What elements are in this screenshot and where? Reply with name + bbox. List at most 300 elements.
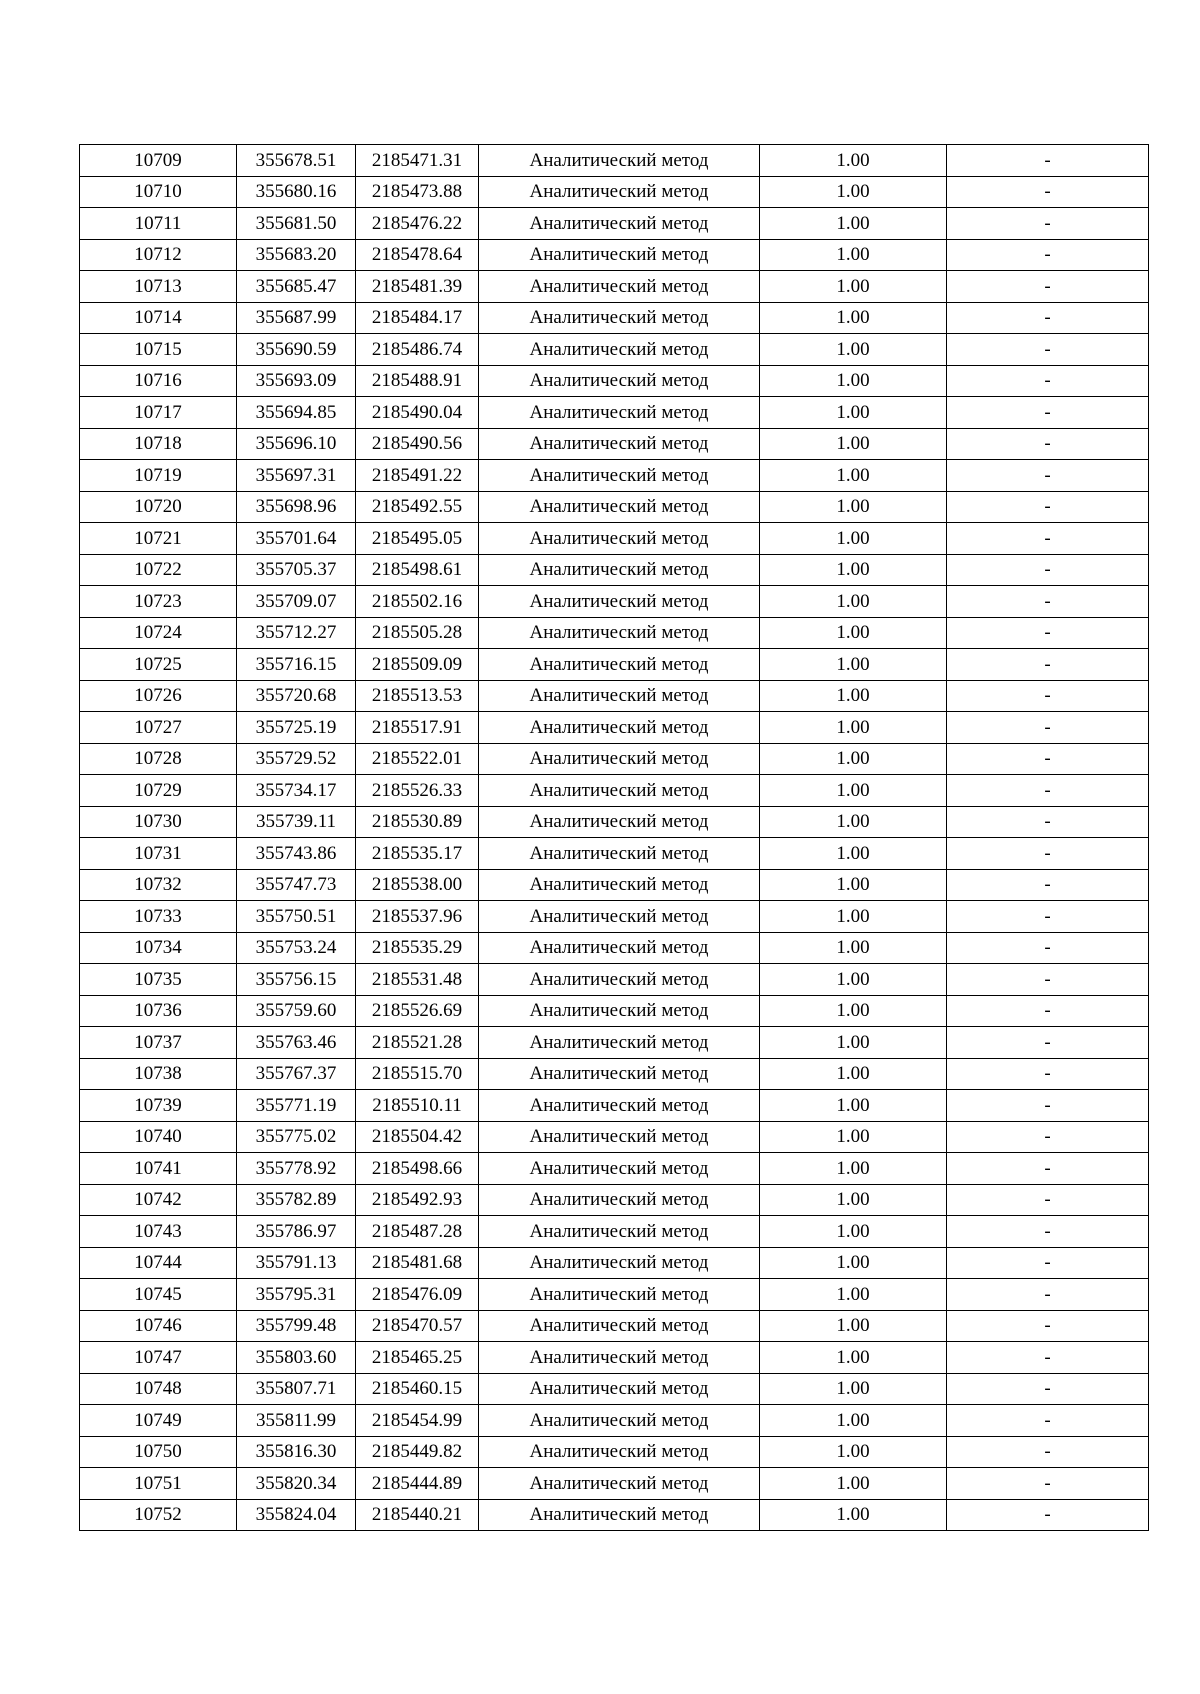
method-cell: Аналитический метод — [479, 995, 760, 1027]
method-cell: Аналитический метод — [479, 869, 760, 901]
x-coordinate-cell: 355786.97 — [237, 1216, 356, 1248]
description-cell: - — [947, 712, 1149, 744]
table-row — [80, 1436, 1149, 1468]
accuracy-cell: 1.00 — [760, 617, 947, 649]
accuracy-cell: 1.00 — [760, 838, 947, 870]
accuracy-cell: 1.00 — [760, 1373, 947, 1405]
x-coordinate-cell: 355767.37 — [237, 1058, 356, 1090]
table-row — [80, 1468, 1149, 1500]
method-cell: Аналитический метод — [479, 554, 760, 586]
y-coordinate-cell: 2185478.64 — [356, 239, 479, 271]
method-cell: Аналитический метод — [479, 365, 760, 397]
description-cell: - — [947, 1279, 1149, 1311]
method-cell: Аналитический метод — [479, 523, 760, 555]
point-number-cell: 10726 — [80, 680, 237, 712]
table-row — [80, 869, 1149, 901]
method-cell: Аналитический метод — [479, 806, 760, 838]
method-cell: Аналитический метод — [479, 1058, 760, 1090]
table-row — [80, 1247, 1149, 1279]
point-number-cell: 10730 — [80, 806, 237, 838]
method-cell: Аналитический метод — [479, 302, 760, 334]
table-row — [80, 176, 1149, 208]
accuracy-cell: 1.00 — [760, 208, 947, 240]
x-coordinate-cell: 355782.89 — [237, 1184, 356, 1216]
method-cell: Аналитический метод — [479, 1342, 760, 1374]
y-coordinate-cell: 2185505.28 — [356, 617, 479, 649]
method-cell: Аналитический метод — [479, 491, 760, 523]
accuracy-cell: 1.00 — [760, 1090, 947, 1122]
description-cell: - — [947, 176, 1149, 208]
table-row — [80, 1310, 1149, 1342]
table-row — [80, 271, 1149, 303]
x-coordinate-cell: 355720.68 — [237, 680, 356, 712]
y-coordinate-cell: 2185498.61 — [356, 554, 479, 586]
point-number-cell: 10750 — [80, 1436, 237, 1468]
table-row — [80, 145, 1149, 177]
accuracy-cell: 1.00 — [760, 806, 947, 838]
coordinates-table — [79, 144, 1149, 1531]
method-cell: Аналитический метод — [479, 1090, 760, 1122]
table-row — [80, 806, 1149, 838]
point-number-cell: 10735 — [80, 964, 237, 996]
method-cell: Аналитический метод — [479, 1373, 760, 1405]
point-number-cell: 10752 — [80, 1499, 237, 1531]
point-number-cell: 10712 — [80, 239, 237, 271]
y-coordinate-cell: 2185486.74 — [356, 334, 479, 366]
x-coordinate-cell: 355795.31 — [237, 1279, 356, 1311]
x-coordinate-cell: 355716.15 — [237, 649, 356, 681]
table-row — [80, 680, 1149, 712]
point-number-cell: 10746 — [80, 1310, 237, 1342]
point-number-cell: 10737 — [80, 1027, 237, 1059]
x-coordinate-cell: 355685.47 — [237, 271, 356, 303]
table-row — [80, 1405, 1149, 1437]
accuracy-cell: 1.00 — [760, 712, 947, 744]
description-cell: - — [947, 1090, 1149, 1122]
y-coordinate-cell: 2185522.01 — [356, 743, 479, 775]
point-number-cell: 10725 — [80, 649, 237, 681]
accuracy-cell: 1.00 — [760, 1247, 947, 1279]
table-row — [80, 712, 1149, 744]
point-number-cell: 10727 — [80, 712, 237, 744]
x-coordinate-cell: 355799.48 — [237, 1310, 356, 1342]
point-number-cell: 10745 — [80, 1279, 237, 1311]
accuracy-cell: 1.00 — [760, 1499, 947, 1531]
accuracy-cell: 1.00 — [760, 775, 947, 807]
accuracy-cell: 1.00 — [760, 523, 947, 555]
point-number-cell: 10728 — [80, 743, 237, 775]
y-coordinate-cell: 2185535.17 — [356, 838, 479, 870]
table-row — [80, 460, 1149, 492]
accuracy-cell: 1.00 — [760, 901, 947, 933]
x-coordinate-cell: 355712.27 — [237, 617, 356, 649]
point-number-cell: 10743 — [80, 1216, 237, 1248]
table-row — [80, 302, 1149, 334]
y-coordinate-cell: 2185504.42 — [356, 1121, 479, 1153]
x-coordinate-cell: 355697.31 — [237, 460, 356, 492]
table-row — [80, 1027, 1149, 1059]
y-coordinate-cell: 2185521.28 — [356, 1027, 479, 1059]
y-coordinate-cell: 2185515.70 — [356, 1058, 479, 1090]
accuracy-cell: 1.00 — [760, 1121, 947, 1153]
y-coordinate-cell: 2185444.89 — [356, 1468, 479, 1500]
method-cell: Аналитический метод — [479, 460, 760, 492]
x-coordinate-cell: 355824.04 — [237, 1499, 356, 1531]
description-cell: - — [947, 554, 1149, 586]
description-cell: - — [947, 460, 1149, 492]
point-number-cell: 10739 — [80, 1090, 237, 1122]
y-coordinate-cell: 2185481.68 — [356, 1247, 479, 1279]
description-cell: - — [947, 491, 1149, 523]
description-cell: - — [947, 586, 1149, 618]
accuracy-cell: 1.00 — [760, 1405, 947, 1437]
table-row — [80, 1184, 1149, 1216]
table-row — [80, 1279, 1149, 1311]
y-coordinate-cell: 2185490.56 — [356, 428, 479, 460]
y-coordinate-cell: 2185526.33 — [356, 775, 479, 807]
point-number-cell: 10749 — [80, 1405, 237, 1437]
method-cell: Аналитический метод — [479, 145, 760, 177]
accuracy-cell: 1.00 — [760, 334, 947, 366]
accuracy-cell: 1.00 — [760, 176, 947, 208]
method-cell: Аналитический метод — [479, 775, 760, 807]
table-row — [80, 838, 1149, 870]
description-cell: - — [947, 1373, 1149, 1405]
y-coordinate-cell: 2185454.99 — [356, 1405, 479, 1437]
y-coordinate-cell: 2185509.09 — [356, 649, 479, 681]
x-coordinate-cell: 355747.73 — [237, 869, 356, 901]
method-cell: Аналитический метод — [479, 208, 760, 240]
description-cell: - — [947, 649, 1149, 681]
accuracy-cell: 1.00 — [760, 1216, 947, 1248]
y-coordinate-cell: 2185510.11 — [356, 1090, 479, 1122]
method-cell: Аналитический метод — [479, 743, 760, 775]
x-coordinate-cell: 355739.11 — [237, 806, 356, 838]
x-coordinate-cell: 355694.85 — [237, 397, 356, 429]
description-cell: - — [947, 743, 1149, 775]
description-cell: - — [947, 1184, 1149, 1216]
table-row — [80, 334, 1149, 366]
description-cell: - — [947, 1342, 1149, 1374]
point-number-cell: 10740 — [80, 1121, 237, 1153]
accuracy-cell: 1.00 — [760, 365, 947, 397]
y-coordinate-cell: 2185492.55 — [356, 491, 479, 523]
description-cell: - — [947, 806, 1149, 838]
table-row — [80, 1153, 1149, 1185]
table-row — [80, 239, 1149, 271]
description-cell: - — [947, 775, 1149, 807]
point-number-cell: 10732 — [80, 869, 237, 901]
y-coordinate-cell: 2185491.22 — [356, 460, 479, 492]
x-coordinate-cell: 355705.37 — [237, 554, 356, 586]
method-cell: Аналитический метод — [479, 1279, 760, 1311]
y-coordinate-cell: 2185526.69 — [356, 995, 479, 1027]
accuracy-cell: 1.00 — [760, 1058, 947, 1090]
x-coordinate-cell: 355690.59 — [237, 334, 356, 366]
description-cell: - — [947, 995, 1149, 1027]
point-number-cell: 10718 — [80, 428, 237, 460]
y-coordinate-cell: 2185476.22 — [356, 208, 479, 240]
accuracy-cell: 1.00 — [760, 869, 947, 901]
description-cell: - — [947, 334, 1149, 366]
description-cell: - — [947, 208, 1149, 240]
table-row — [80, 1121, 1149, 1153]
point-number-cell: 10710 — [80, 176, 237, 208]
accuracy-cell: 1.00 — [760, 932, 947, 964]
y-coordinate-cell: 2185538.00 — [356, 869, 479, 901]
point-number-cell: 10742 — [80, 1184, 237, 1216]
y-coordinate-cell: 2185440.21 — [356, 1499, 479, 1531]
accuracy-cell: 1.00 — [760, 302, 947, 334]
description-cell: - — [947, 1027, 1149, 1059]
point-number-cell: 10731 — [80, 838, 237, 870]
description-cell: - — [947, 397, 1149, 429]
x-coordinate-cell: 355683.20 — [237, 239, 356, 271]
method-cell: Аналитический метод — [479, 1153, 760, 1185]
point-number-cell: 10738 — [80, 1058, 237, 1090]
y-coordinate-cell: 2185449.82 — [356, 1436, 479, 1468]
x-coordinate-cell: 355807.71 — [237, 1373, 356, 1405]
x-coordinate-cell: 355816.30 — [237, 1436, 356, 1468]
method-cell: Аналитический метод — [479, 1468, 760, 1500]
method-cell: Аналитический метод — [479, 932, 760, 964]
description-cell: - — [947, 1058, 1149, 1090]
method-cell: Аналитический метод — [479, 1184, 760, 1216]
method-cell: Аналитический метод — [479, 239, 760, 271]
table-row — [80, 586, 1149, 618]
accuracy-cell: 1.00 — [760, 995, 947, 1027]
x-coordinate-cell: 355753.24 — [237, 932, 356, 964]
point-number-cell: 10709 — [80, 145, 237, 177]
point-number-cell: 10720 — [80, 491, 237, 523]
accuracy-cell: 1.00 — [760, 554, 947, 586]
description-cell: - — [947, 1436, 1149, 1468]
method-cell: Аналитический метод — [479, 838, 760, 870]
x-coordinate-cell: 355750.51 — [237, 901, 356, 933]
description-cell: - — [947, 869, 1149, 901]
y-coordinate-cell: 2185517.91 — [356, 712, 479, 744]
x-coordinate-cell: 355778.92 — [237, 1153, 356, 1185]
x-coordinate-cell: 355725.19 — [237, 712, 356, 744]
y-coordinate-cell: 2185471.31 — [356, 145, 479, 177]
method-cell: Аналитический метод — [479, 617, 760, 649]
x-coordinate-cell: 355696.10 — [237, 428, 356, 460]
x-coordinate-cell: 355803.60 — [237, 1342, 356, 1374]
table-row — [80, 617, 1149, 649]
x-coordinate-cell: 355729.52 — [237, 743, 356, 775]
accuracy-cell: 1.00 — [760, 145, 947, 177]
y-coordinate-cell: 2185465.25 — [356, 1342, 479, 1374]
accuracy-cell: 1.00 — [760, 460, 947, 492]
accuracy-cell: 1.00 — [760, 397, 947, 429]
table-row — [80, 995, 1149, 1027]
x-coordinate-cell: 355701.64 — [237, 523, 356, 555]
accuracy-cell: 1.00 — [760, 239, 947, 271]
y-coordinate-cell: 2185498.66 — [356, 1153, 479, 1185]
x-coordinate-cell: 355709.07 — [237, 586, 356, 618]
method-cell: Аналитический метод — [479, 680, 760, 712]
accuracy-cell: 1.00 — [760, 964, 947, 996]
table-row — [80, 365, 1149, 397]
point-number-cell: 10717 — [80, 397, 237, 429]
point-number-cell: 10719 — [80, 460, 237, 492]
method-cell: Аналитический метод — [479, 1216, 760, 1248]
description-cell: - — [947, 964, 1149, 996]
y-coordinate-cell: 2185531.48 — [356, 964, 479, 996]
y-coordinate-cell: 2185460.15 — [356, 1373, 479, 1405]
point-number-cell: 10715 — [80, 334, 237, 366]
accuracy-cell: 1.00 — [760, 428, 947, 460]
method-cell: Аналитический метод — [479, 586, 760, 618]
point-number-cell: 10734 — [80, 932, 237, 964]
method-cell: Аналитический метод — [479, 964, 760, 996]
y-coordinate-cell: 2185530.89 — [356, 806, 479, 838]
method-cell: Аналитический метод — [479, 1499, 760, 1531]
accuracy-cell: 1.00 — [760, 1436, 947, 1468]
point-number-cell: 10729 — [80, 775, 237, 807]
description-cell: - — [947, 1499, 1149, 1531]
accuracy-cell: 1.00 — [760, 1153, 947, 1185]
x-coordinate-cell: 355678.51 — [237, 145, 356, 177]
table-row — [80, 775, 1149, 807]
y-coordinate-cell: 2185495.05 — [356, 523, 479, 555]
point-number-cell: 10747 — [80, 1342, 237, 1374]
table-row — [80, 649, 1149, 681]
method-cell: Аналитический метод — [479, 1121, 760, 1153]
y-coordinate-cell: 2185484.17 — [356, 302, 479, 334]
table-row — [80, 1373, 1149, 1405]
y-coordinate-cell: 2185490.04 — [356, 397, 479, 429]
description-cell: - — [947, 1310, 1149, 1342]
x-coordinate-cell: 355775.02 — [237, 1121, 356, 1153]
y-coordinate-cell: 2185481.39 — [356, 271, 479, 303]
point-number-cell: 10722 — [80, 554, 237, 586]
y-coordinate-cell: 2185476.09 — [356, 1279, 479, 1311]
description-cell: - — [947, 365, 1149, 397]
y-coordinate-cell: 2185473.88 — [356, 176, 479, 208]
x-coordinate-cell: 355759.60 — [237, 995, 356, 1027]
point-number-cell: 10724 — [80, 617, 237, 649]
point-number-cell: 10714 — [80, 302, 237, 334]
x-coordinate-cell: 355756.15 — [237, 964, 356, 996]
x-coordinate-cell: 355811.99 — [237, 1405, 356, 1437]
accuracy-cell: 1.00 — [760, 1310, 947, 1342]
accuracy-cell: 1.00 — [760, 1468, 947, 1500]
table-row — [80, 428, 1149, 460]
x-coordinate-cell: 355734.17 — [237, 775, 356, 807]
table-row — [80, 901, 1149, 933]
accuracy-cell: 1.00 — [760, 680, 947, 712]
description-cell: - — [947, 302, 1149, 334]
description-cell: - — [947, 1153, 1149, 1185]
table-row — [80, 1499, 1149, 1531]
y-coordinate-cell: 2185488.91 — [356, 365, 479, 397]
point-number-cell: 10744 — [80, 1247, 237, 1279]
method-cell: Аналитический метод — [479, 176, 760, 208]
point-number-cell: 10713 — [80, 271, 237, 303]
description-cell: - — [947, 1405, 1149, 1437]
coordinates-table-body — [80, 145, 1149, 1531]
accuracy-cell: 1.00 — [760, 1184, 947, 1216]
description-cell: - — [947, 271, 1149, 303]
accuracy-cell: 1.00 — [760, 649, 947, 681]
table-row — [80, 1058, 1149, 1090]
table-row — [80, 932, 1149, 964]
description-cell: - — [947, 680, 1149, 712]
accuracy-cell: 1.00 — [760, 1279, 947, 1311]
point-number-cell: 10723 — [80, 586, 237, 618]
method-cell: Аналитический метод — [479, 1405, 760, 1437]
description-cell: - — [947, 428, 1149, 460]
table-row — [80, 743, 1149, 775]
x-coordinate-cell: 355791.13 — [237, 1247, 356, 1279]
method-cell: Аналитический метод — [479, 1027, 760, 1059]
x-coordinate-cell: 355681.50 — [237, 208, 356, 240]
description-cell: - — [947, 932, 1149, 964]
point-number-cell: 10748 — [80, 1373, 237, 1405]
point-number-cell: 10721 — [80, 523, 237, 555]
method-cell: Аналитический метод — [479, 334, 760, 366]
description-cell: - — [947, 239, 1149, 271]
x-coordinate-cell: 355771.19 — [237, 1090, 356, 1122]
x-coordinate-cell: 355743.86 — [237, 838, 356, 870]
table-row — [80, 397, 1149, 429]
x-coordinate-cell: 355763.46 — [237, 1027, 356, 1059]
table-row — [80, 1342, 1149, 1374]
y-coordinate-cell: 2185513.53 — [356, 680, 479, 712]
description-cell: - — [947, 838, 1149, 870]
x-coordinate-cell: 355693.09 — [237, 365, 356, 397]
x-coordinate-cell: 355698.96 — [237, 491, 356, 523]
accuracy-cell: 1.00 — [760, 586, 947, 618]
method-cell: Аналитический метод — [479, 428, 760, 460]
point-number-cell: 10751 — [80, 1468, 237, 1500]
description-cell: - — [947, 617, 1149, 649]
method-cell: Аналитический метод — [479, 1310, 760, 1342]
table-row — [80, 1216, 1149, 1248]
method-cell: Аналитический метод — [479, 901, 760, 933]
method-cell: Аналитический метод — [479, 649, 760, 681]
description-cell: - — [947, 145, 1149, 177]
y-coordinate-cell: 2185487.28 — [356, 1216, 479, 1248]
x-coordinate-cell: 355820.34 — [237, 1468, 356, 1500]
y-coordinate-cell: 2185492.93 — [356, 1184, 479, 1216]
point-number-cell: 10736 — [80, 995, 237, 1027]
y-coordinate-cell: 2185537.96 — [356, 901, 479, 933]
method-cell: Аналитический метод — [479, 397, 760, 429]
description-cell: - — [947, 523, 1149, 555]
point-number-cell: 10741 — [80, 1153, 237, 1185]
method-cell: Аналитический метод — [479, 1436, 760, 1468]
table-row — [80, 554, 1149, 586]
table-row — [80, 208, 1149, 240]
x-coordinate-cell: 355687.99 — [237, 302, 356, 334]
point-number-cell: 10716 — [80, 365, 237, 397]
accuracy-cell: 1.00 — [760, 743, 947, 775]
accuracy-cell: 1.00 — [760, 271, 947, 303]
description-cell: - — [947, 1247, 1149, 1279]
point-number-cell: 10733 — [80, 901, 237, 933]
table-row — [80, 964, 1149, 996]
y-coordinate-cell: 2185502.16 — [356, 586, 479, 618]
description-cell: - — [947, 1216, 1149, 1248]
method-cell: Аналитический метод — [479, 712, 760, 744]
accuracy-cell: 1.00 — [760, 1027, 947, 1059]
method-cell: Аналитический метод — [479, 271, 760, 303]
description-cell: - — [947, 901, 1149, 933]
method-cell: Аналитический метод — [479, 1247, 760, 1279]
y-coordinate-cell: 2185470.57 — [356, 1310, 479, 1342]
